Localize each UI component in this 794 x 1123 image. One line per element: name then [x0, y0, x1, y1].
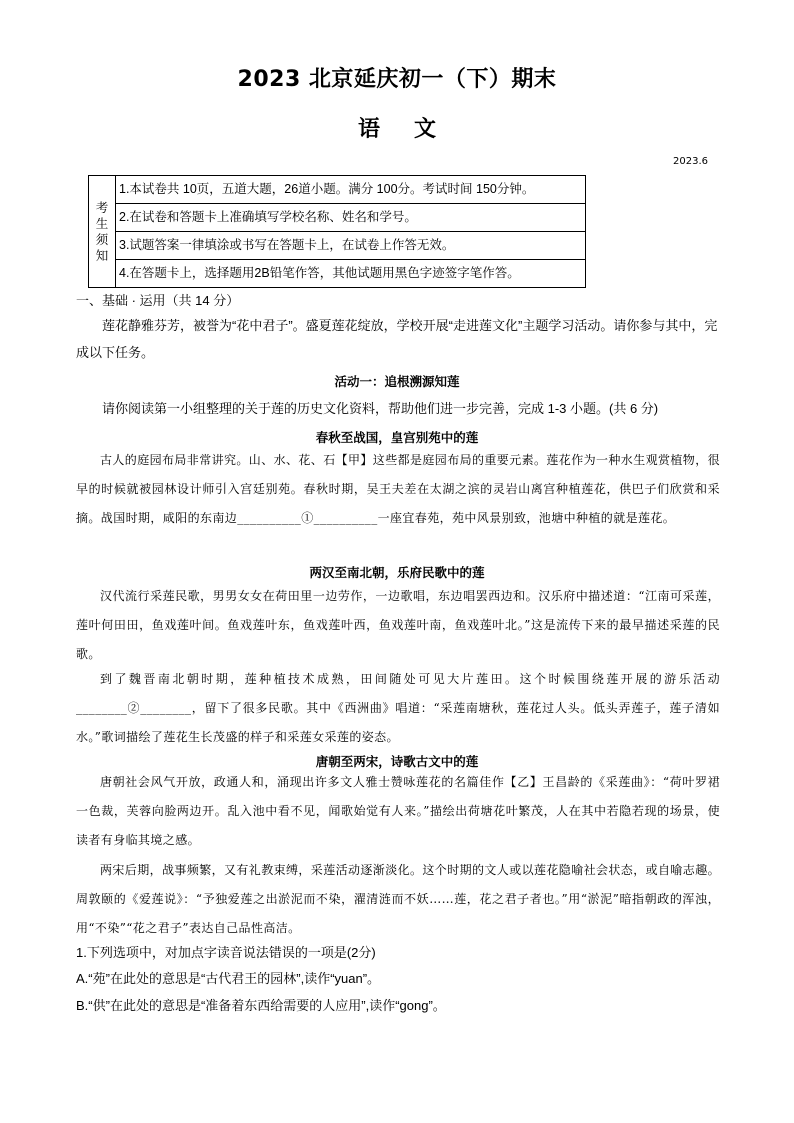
exam-notice-table — [88, 175, 586, 288]
notice-item: 4.在答题卡上，选择题用2B铅笔作答，其他试题用黑色字迹签字笔作答。 — [116, 260, 586, 288]
activity-title: 活动一：追根溯源知莲 — [334, 374, 460, 389]
question-1-stem: 1.下列选项中，对加点字读音说法错误的一项是(2分) — [76, 945, 376, 960]
passage-heading-1: 春秋至战国，皇宫别苑中的莲 — [315, 430, 479, 445]
subject-title: 语文 — [357, 117, 470, 142]
notice-item: 2.在试卷和答题卡上准确填写学校名称、姓名和学号。 — [116, 204, 586, 232]
activity-intro: 请你阅读第一小组整理的关于莲的历史文化资料，帮助他们进一步完善，完成 1-3 小题。(共 6 分) — [102, 401, 659, 416]
page-title: 2023 北京延庆初一（下）期末 — [237, 67, 557, 92]
notice-item: 1.本试卷共 10页，五道大题，26道小题。满分 100分。考试时间 150分钟。 — [116, 176, 586, 204]
passage-paragraph-2: 汉代流行采莲民歌，男男女女在荷田里一边劳作，一边歌唱，东边唱罢西边和。汉乐府中描述道：“江南可采莲，莲叶何田田，鱼戏莲叶间。鱼戏莲叶东，鱼戏莲叶西，鱼戏莲叶南，鱼戏莲叶北。”这是流传下来的最早描述采莲的民歌。 — [76, 589, 720, 661]
notice-label: 考 生 须 知 — [89, 176, 116, 288]
passage-paragraph-3: 到了魏晋南北朝时期，莲种植技术成熟，田间随处可见大片莲田。这个时候围绕莲开展的游乐活动________②________，留下了很多民歌。其中《西洲曲》唱道：“采莲南塘秋，莲花过人头。低头弄莲子，莲子清如水。”歌词描绘了莲花生长茂盛的样子和采莲女采莲的姿态。 — [76, 672, 720, 744]
question-1-option-b[interactable]: B.“供”在此处的意思是“准备着东西给需要的人应用”,读作“gong”。 — [76, 998, 446, 1013]
question-1-option-a[interactable]: A.“苑”在此处的意思是“古代君王的园林”,读作“yuan”。 — [76, 971, 381, 986]
notice-item: 3.试题答案一律填涂或书写在答题卡上，在试卷上作答无效。 — [116, 232, 586, 260]
exam-date: 2023.6 — [673, 156, 708, 167]
passage-paragraph-4: 唐朝社会风气开放，政通人和，涌现出许多文人雅士赞咏莲花的名篇佳作【乙】王昌龄的《采莲曲》：“荷叶罗裙一色裁，芙蓉向脸两边开。乱入池中看不见，闻歌始觉有人来。”描绘出荷塘花叶繁茂，人在其中若隐若现的场景，使读者有身临其境之感。 — [76, 775, 720, 847]
section-heading: 一、基础 · 运用（共 14 分） — [76, 293, 240, 308]
passage-heading-3: 唐朝至两宋，诗歌古文中的莲 — [315, 754, 479, 769]
passage-paragraph-5: 两宋后期，战事频繁，又有礼教束缚，采莲活动逐渐淡化。这个时期的文人或以莲花隐喻社会状态，或自喻志趣。周敦颐的《爱莲说》：“予独爱莲之出淤泥而不染，濯清涟而不妖……莲，花之君子者也。”用“淤泥”暗指朝政的浑浊，用“不染”“花之君子”表达自己品性高洁。 — [76, 863, 721, 935]
section-intro: 莲花静雅芬芳，被誉为“花中君子”。盛夏莲花绽放，学校开展“走进莲文化”主题学习活动。请你参与其中，完成以下任务。 — [76, 318, 718, 360]
passage-heading-2: 两汉至南北朝，乐府民歌中的莲 — [309, 565, 485, 580]
passage-paragraph-1: 古人的庭园布局非常讲究。山、水、花、石【甲】这些都是庭园布局的重要元素。莲花作为一种水生观赏植物，很早的时候就被园林设计师引入宫廷别苑。春秋时期，吴王夫差在太湖之滨的灵岩山离宫种植莲花，供巴子们欣赏和采摘。战国时期，咸阳的东南边__________①__________一座宜春苑，苑中风景别致，池塘中种植的就是莲花。 — [76, 453, 721, 525]
